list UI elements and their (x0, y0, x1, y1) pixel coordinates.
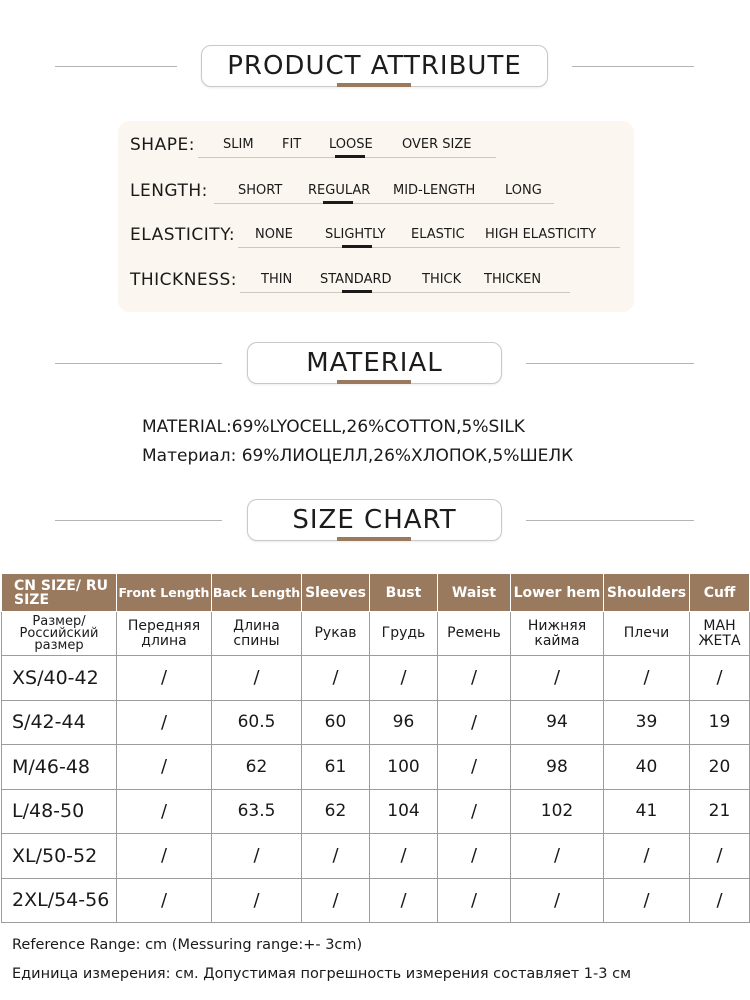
ru-header-back-length: Длина спины (212, 612, 302, 656)
attribute-label: THICKNESS: (130, 270, 237, 290)
table-cell: 96 (370, 700, 438, 745)
table-cell: 41 (604, 789, 690, 834)
header-size: CN SIZE/ RU SIZE (2, 574, 117, 612)
section-underline (337, 83, 411, 87)
option: HIGH ELASTICITY (485, 227, 597, 242)
table-cell: / (438, 834, 511, 879)
divider-line (55, 520, 222, 521)
attribute-rule (238, 247, 620, 248)
section-underline (337, 380, 411, 384)
table-cell: / (604, 878, 690, 923)
table-cell: 94 (511, 700, 604, 745)
material-en: MATERIAL:69%LYOCELL,26%COTTON,5%SILK (142, 417, 525, 437)
size-cell: M/46-48 (2, 745, 117, 790)
table-cell: / (302, 834, 370, 879)
table-row (2, 745, 750, 790)
table-cell: / (370, 878, 438, 923)
table-cell: / (690, 656, 750, 701)
table-cell: / (117, 745, 212, 790)
material-header (0, 342, 750, 386)
option: THICK (422, 272, 462, 287)
size-cell: XL/50-52 (2, 834, 117, 879)
table-cell: / (370, 834, 438, 879)
table-cell: / (117, 789, 212, 834)
table-cell: / (604, 834, 690, 879)
ru-header-size: Размер/ Российский размер (2, 612, 117, 656)
attribute-elasticity (118, 225, 634, 255)
header-cuff: Cuff (690, 574, 750, 612)
table-cell: / (370, 656, 438, 701)
table-cell: 102 (511, 789, 604, 834)
table-row (2, 834, 750, 879)
option: MID-LENGTH (393, 183, 476, 198)
table-cell: / (212, 878, 302, 923)
attribute-shape (118, 135, 634, 165)
table-cell: 21 (690, 789, 750, 834)
selected-marker (342, 245, 372, 248)
option-selected: SLIGHTLY (325, 227, 386, 242)
attribute-rule (240, 292, 570, 293)
option: SHORT (238, 183, 283, 198)
table-row (2, 789, 750, 834)
attribute-label: ELASTICITY: (130, 225, 236, 245)
table-cell: / (302, 878, 370, 923)
table-cell: 98 (511, 745, 604, 790)
measurement-note-ru: Единица измерения: см. Допустимая погрешность измерения составляет 1-3 см (12, 966, 632, 982)
option-selected: REGULAR (308, 183, 371, 198)
header-back-length: Back Length (212, 574, 302, 612)
header-shoulders: Shoulders (604, 574, 690, 612)
option-selected: STANDARD (320, 272, 392, 287)
size-table (1, 573, 750, 923)
section-underline (337, 537, 411, 541)
table-cell: / (690, 834, 750, 879)
size-cell: XS/40-42 (2, 656, 117, 701)
table-cell: / (511, 834, 604, 879)
attribute-rule (214, 203, 554, 204)
size-cell: S/42-44 (2, 700, 117, 745)
table-cell: 39 (604, 700, 690, 745)
table-cell: 62 (302, 789, 370, 834)
reference-range-note: Reference Range: cm (Messuring range:+- 3cm) (12, 937, 363, 953)
table-cell: 62 (212, 745, 302, 790)
option: ELASTIC (411, 227, 465, 242)
table-cell: 104 (370, 789, 438, 834)
attribute-label: SHAPE: (130, 135, 195, 155)
divider-line (526, 363, 694, 364)
attribute-thickness (118, 270, 634, 300)
option: SLIM (223, 137, 254, 152)
selected-marker (323, 201, 353, 204)
ru-header-waist: Ремень (438, 612, 511, 656)
material-ru: Материал: 69%ЛИОЦЕЛЛ,26%ХЛОПОК,5%ШЕЛК (142, 446, 574, 466)
product-attribute-header (0, 45, 750, 89)
table-cell: / (511, 656, 604, 701)
attribute-length (118, 181, 634, 211)
table-cell: 100 (370, 745, 438, 790)
section-title: SIZE CHART (247, 499, 502, 541)
table-cell: 60.5 (212, 700, 302, 745)
table-cell: 19 (690, 700, 750, 745)
option: THIN (261, 272, 293, 287)
option: OVER SIZE (402, 137, 472, 152)
table-cell: / (438, 656, 511, 701)
table-cell: / (438, 700, 511, 745)
ru-header-cuff: МАН ЖЕТА (690, 612, 750, 656)
section-title: MATERIAL (247, 342, 502, 384)
table-cell: / (212, 834, 302, 879)
header-front-length: Front Length (117, 574, 212, 612)
table-cell: / (604, 656, 690, 701)
table-cell: / (302, 656, 370, 701)
option: NONE (255, 227, 293, 242)
table-cell: / (212, 656, 302, 701)
size-cell: 2XL/54-56 (2, 878, 117, 923)
header-waist: Waist (438, 574, 511, 612)
size-chart-header (0, 499, 750, 543)
ru-header-lower-hem: Нижняя кайма (511, 612, 604, 656)
option-selected: LOOSE (329, 137, 373, 152)
header-sleeves: Sleeves (302, 574, 370, 612)
section-title: PRODUCT ATTRIBUTE (201, 45, 548, 87)
ru-header-front-length: Передняя длина (117, 612, 212, 656)
table-cell: / (117, 700, 212, 745)
header-lower-hem: Lower hem (511, 574, 604, 612)
table-row (2, 656, 750, 701)
ru-header-bust: Грудь (370, 612, 438, 656)
table-cell: / (438, 745, 511, 790)
header-row (2, 574, 750, 612)
ru-header-sleeves: Рукав (302, 612, 370, 656)
table-cell: / (117, 878, 212, 923)
selected-marker (335, 155, 365, 158)
table-cell: / (511, 878, 604, 923)
table-cell: 61 (302, 745, 370, 790)
selected-marker (342, 290, 372, 293)
table-cell: 20 (690, 745, 750, 790)
option: LONG (505, 183, 542, 198)
ru-header-shoulders: Плечи (604, 612, 690, 656)
ru-header-row (2, 612, 750, 656)
table-cell: / (438, 789, 511, 834)
attribute-label: LENGTH: (130, 181, 208, 201)
table-cell: 40 (604, 745, 690, 790)
divider-line (526, 520, 694, 521)
table-cell: / (438, 878, 511, 923)
table-cell: 63.5 (212, 789, 302, 834)
table-cell: / (690, 878, 750, 923)
table-cell: 60 (302, 700, 370, 745)
table-row (2, 878, 750, 923)
size-cell: L/48-50 (2, 789, 117, 834)
table-cell: / (117, 834, 212, 879)
table-row (2, 700, 750, 745)
table-cell: / (117, 656, 212, 701)
option: THICKEN (484, 272, 542, 287)
divider-line (572, 66, 694, 67)
option: FIT (282, 137, 302, 152)
divider-line (55, 66, 177, 67)
header-bust: Bust (370, 574, 438, 612)
attribute-card (118, 121, 634, 312)
divider-line (55, 363, 222, 364)
